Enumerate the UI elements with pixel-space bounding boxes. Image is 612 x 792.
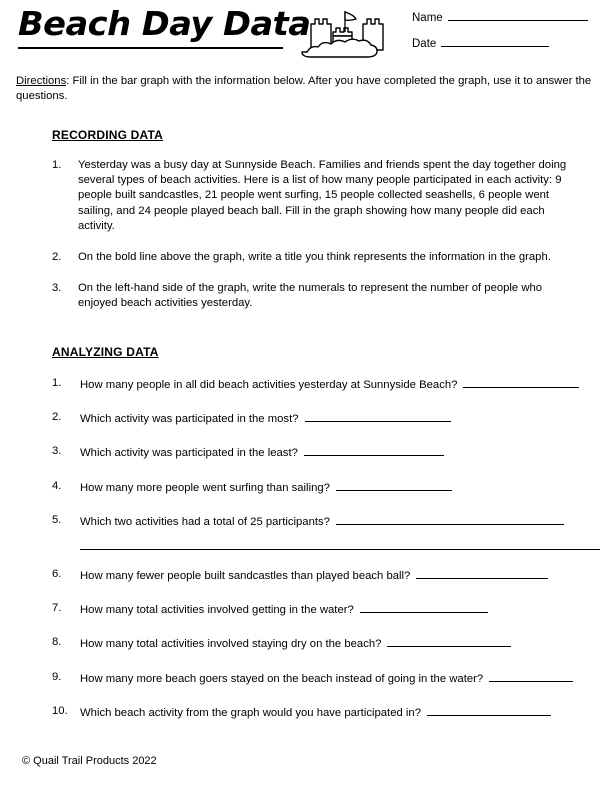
directions-block bbox=[16, 74, 598, 104]
section-analyzing-data bbox=[52, 345, 592, 721]
answer-blank-line[interactable] bbox=[336, 479, 452, 491]
name-label: Name bbox=[412, 12, 443, 24]
question-text: Which activity was participated in the least? bbox=[80, 447, 298, 460]
recording-data-list bbox=[52, 158, 582, 312]
question-number: 6. bbox=[52, 568, 62, 581]
name-input-line[interactable] bbox=[448, 20, 588, 21]
question-text: How many total activities involved staying dry on the beach? bbox=[80, 638, 382, 651]
name-row bbox=[412, 12, 608, 24]
analyzing-question-item bbox=[52, 376, 592, 393]
analyzing-question-item bbox=[52, 444, 592, 461]
question-number: 9. bbox=[52, 670, 62, 683]
analyzing-question-item bbox=[52, 567, 592, 584]
section-recording-data bbox=[52, 128, 582, 312]
question-number: 1. bbox=[52, 377, 62, 389]
recording-data-item bbox=[52, 158, 582, 234]
analyzing-question-item bbox=[52, 670, 592, 687]
question-text: Which beach activity from the graph would you have participated in? bbox=[80, 706, 421, 719]
answer-blank-line[interactable] bbox=[305, 410, 451, 422]
answer-blank-line[interactable] bbox=[360, 601, 488, 613]
date-label: Date bbox=[412, 38, 437, 50]
question-text: How many people in all did beach activities yesterday at Sunnyside Beach? bbox=[80, 379, 458, 391]
answer-blank-line[interactable] bbox=[489, 670, 573, 682]
answer-blank-line[interactable] bbox=[463, 376, 579, 388]
question-number: 3. bbox=[52, 445, 62, 458]
answer-blank-line[interactable] bbox=[387, 635, 511, 647]
recording-item-text: On the left-hand side of the graph, write the numerals to represent the number of people who enjoyed beach activities yesterday. bbox=[78, 282, 543, 310]
question-text: How many more people went surfing than sailing? bbox=[80, 481, 330, 494]
question-number: 5. bbox=[52, 513, 62, 526]
title-block bbox=[18, 4, 311, 49]
recording-data-heading: RECORDING DATA bbox=[52, 128, 164, 142]
recording-data-item bbox=[52, 281, 582, 311]
title-underline-rule bbox=[18, 47, 283, 49]
recording-item-number: 3. bbox=[52, 282, 62, 295]
analyzing-question-item bbox=[52, 513, 592, 530]
recording-item-text: On the bold line above the graph, write a title you think represents the information in the graph. bbox=[78, 251, 551, 264]
answer-blank-line[interactable] bbox=[304, 444, 444, 456]
question-text: Which activity was participated in the most? bbox=[80, 413, 299, 426]
date-input-line[interactable] bbox=[441, 46, 549, 47]
copyright-footer: © Quail Trail Products 2022 bbox=[22, 755, 157, 767]
analyzing-question-item bbox=[52, 704, 592, 721]
answer-blank-line[interactable] bbox=[427, 704, 551, 716]
question-number: 10. bbox=[52, 704, 68, 717]
directions-label: Directions bbox=[16, 75, 67, 87]
name-date-block bbox=[412, 12, 608, 64]
recording-data-item bbox=[52, 250, 582, 265]
worksheet-header bbox=[0, 0, 612, 70]
page-title: Beach Day Data bbox=[18, 4, 311, 43]
directions-text: Fill in the bar graph with the information below. After you have completed the graph, use it to answer the questions. bbox=[16, 75, 592, 102]
answer-blank-line-continued[interactable] bbox=[80, 549, 600, 550]
analyzing-question-item bbox=[52, 635, 592, 652]
question-number: 4. bbox=[52, 479, 62, 492]
question-text: How many more beach goers stayed on the beach instead of going in the water? bbox=[80, 672, 484, 685]
question-text: How many fewer people built sandcastles than played beach ball? bbox=[80, 570, 411, 583]
analyzing-question-item bbox=[52, 601, 592, 618]
sandcastle-icon bbox=[295, 6, 395, 66]
date-row bbox=[412, 38, 608, 50]
analyzing-data-heading: ANALYZING DATA bbox=[52, 345, 159, 359]
question-text: Which two activities had a total of 25 participants? bbox=[80, 515, 330, 528]
answer-blank-line[interactable] bbox=[416, 567, 548, 579]
analyzing-question-item bbox=[52, 479, 592, 496]
analyzing-data-question-list bbox=[52, 376, 592, 721]
answer-blank-line[interactable] bbox=[336, 513, 564, 525]
analyzing-question-item bbox=[52, 410, 592, 427]
directions-separator: : bbox=[66, 75, 70, 87]
question-text: How many total activities involved getting in the water? bbox=[80, 604, 354, 617]
recording-item-number: 2. bbox=[52, 251, 62, 264]
question-number: 7. bbox=[52, 602, 62, 615]
question-number: 8. bbox=[52, 636, 62, 649]
recording-item-text: Yesterday was a busy day at Sunnyside Beach. Families and friends spent the day together doing several types of beach activities. Here is a list of how many people participated in each activity: 9 people built sandcastles, 21 people went surfing, 15 people collected seashells, 6 people went sailing, and 24 people played beach ball. Fill in the graph showing how many people did each activity. bbox=[78, 159, 567, 232]
question-number: 2. bbox=[52, 411, 62, 424]
recording-item-number: 1. bbox=[52, 159, 62, 171]
